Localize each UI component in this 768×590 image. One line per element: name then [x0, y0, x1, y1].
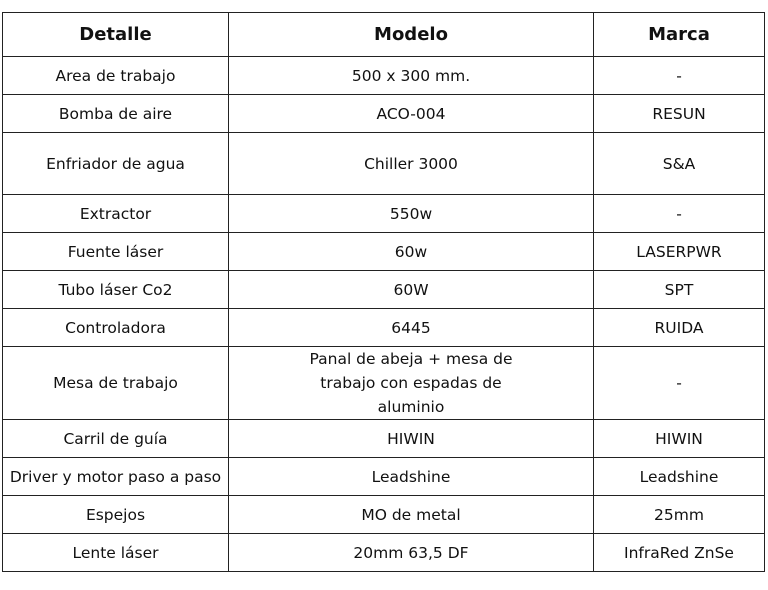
- table-row: [3, 309, 765, 347]
- cell-detalle: Enfriador de agua: [3, 133, 229, 195]
- cell-detalle: Lente láser: [3, 534, 229, 572]
- cell-detalle: Controladora: [3, 309, 229, 347]
- table-row: [3, 95, 765, 133]
- cell-marca: Leadshine: [594, 458, 765, 496]
- table-row: [3, 271, 765, 309]
- cell-marca: RESUN: [594, 95, 765, 133]
- cell-detalle: Tubo láser Co2: [3, 271, 229, 309]
- header-marca: Marca: [594, 13, 765, 57]
- cell-modelo: Panal de abeja + mesa de trabajo con espadas de aluminio: [229, 347, 594, 420]
- cell-modelo: 60w: [229, 233, 594, 271]
- table-row: [3, 420, 765, 458]
- table-row: [3, 496, 765, 534]
- cell-modelo: 550w: [229, 195, 594, 233]
- cell-detalle: Mesa de trabajo: [3, 347, 229, 420]
- cell-modelo: 20mm 63,5 DF: [229, 534, 594, 572]
- header-modelo: Modelo: [229, 13, 594, 57]
- cell-modelo: 500 x 300 mm.: [229, 57, 594, 95]
- cell-modelo: 6445: [229, 309, 594, 347]
- cell-detalle: Fuente láser: [3, 233, 229, 271]
- cell-marca: HIWIN: [594, 420, 765, 458]
- cell-detalle: Driver y motor paso a paso: [3, 458, 229, 496]
- cell-detalle: Extractor: [3, 195, 229, 233]
- cell-marca: SPT: [594, 271, 765, 309]
- cell-modelo: Chiller 3000: [229, 133, 594, 195]
- table-row: [3, 57, 765, 95]
- cell-modelo: Leadshine: [229, 458, 594, 496]
- specs-table: [2, 12, 765, 572]
- header-row: [3, 13, 765, 57]
- table-row: [3, 458, 765, 496]
- cell-marca: InfraRed ZnSe: [594, 534, 765, 572]
- cell-detalle: Bomba de aire: [3, 95, 229, 133]
- header-detalle: Detalle: [3, 13, 229, 57]
- table-row: [3, 195, 765, 233]
- cell-marca: S&A: [594, 133, 765, 195]
- cell-modelo: HIWIN: [229, 420, 594, 458]
- cell-detalle: Area de trabajo: [3, 57, 229, 95]
- cell-marca: 25mm: [594, 496, 765, 534]
- cell-marca: RUIDA: [594, 309, 765, 347]
- cell-modelo: 60W: [229, 271, 594, 309]
- table-row: [3, 233, 765, 271]
- cell-marca: -: [594, 57, 765, 95]
- cell-marca: LASERPWR: [594, 233, 765, 271]
- table-row: [3, 133, 765, 195]
- cell-marca: -: [594, 347, 765, 420]
- cell-modelo: MO de metal: [229, 496, 594, 534]
- cell-marca: -: [594, 195, 765, 233]
- table-row: [3, 534, 765, 572]
- cell-detalle: Espejos: [3, 496, 229, 534]
- table-row: [3, 347, 765, 420]
- cell-modelo: ACO-004: [229, 95, 594, 133]
- cell-detalle: Carril de guía: [3, 420, 229, 458]
